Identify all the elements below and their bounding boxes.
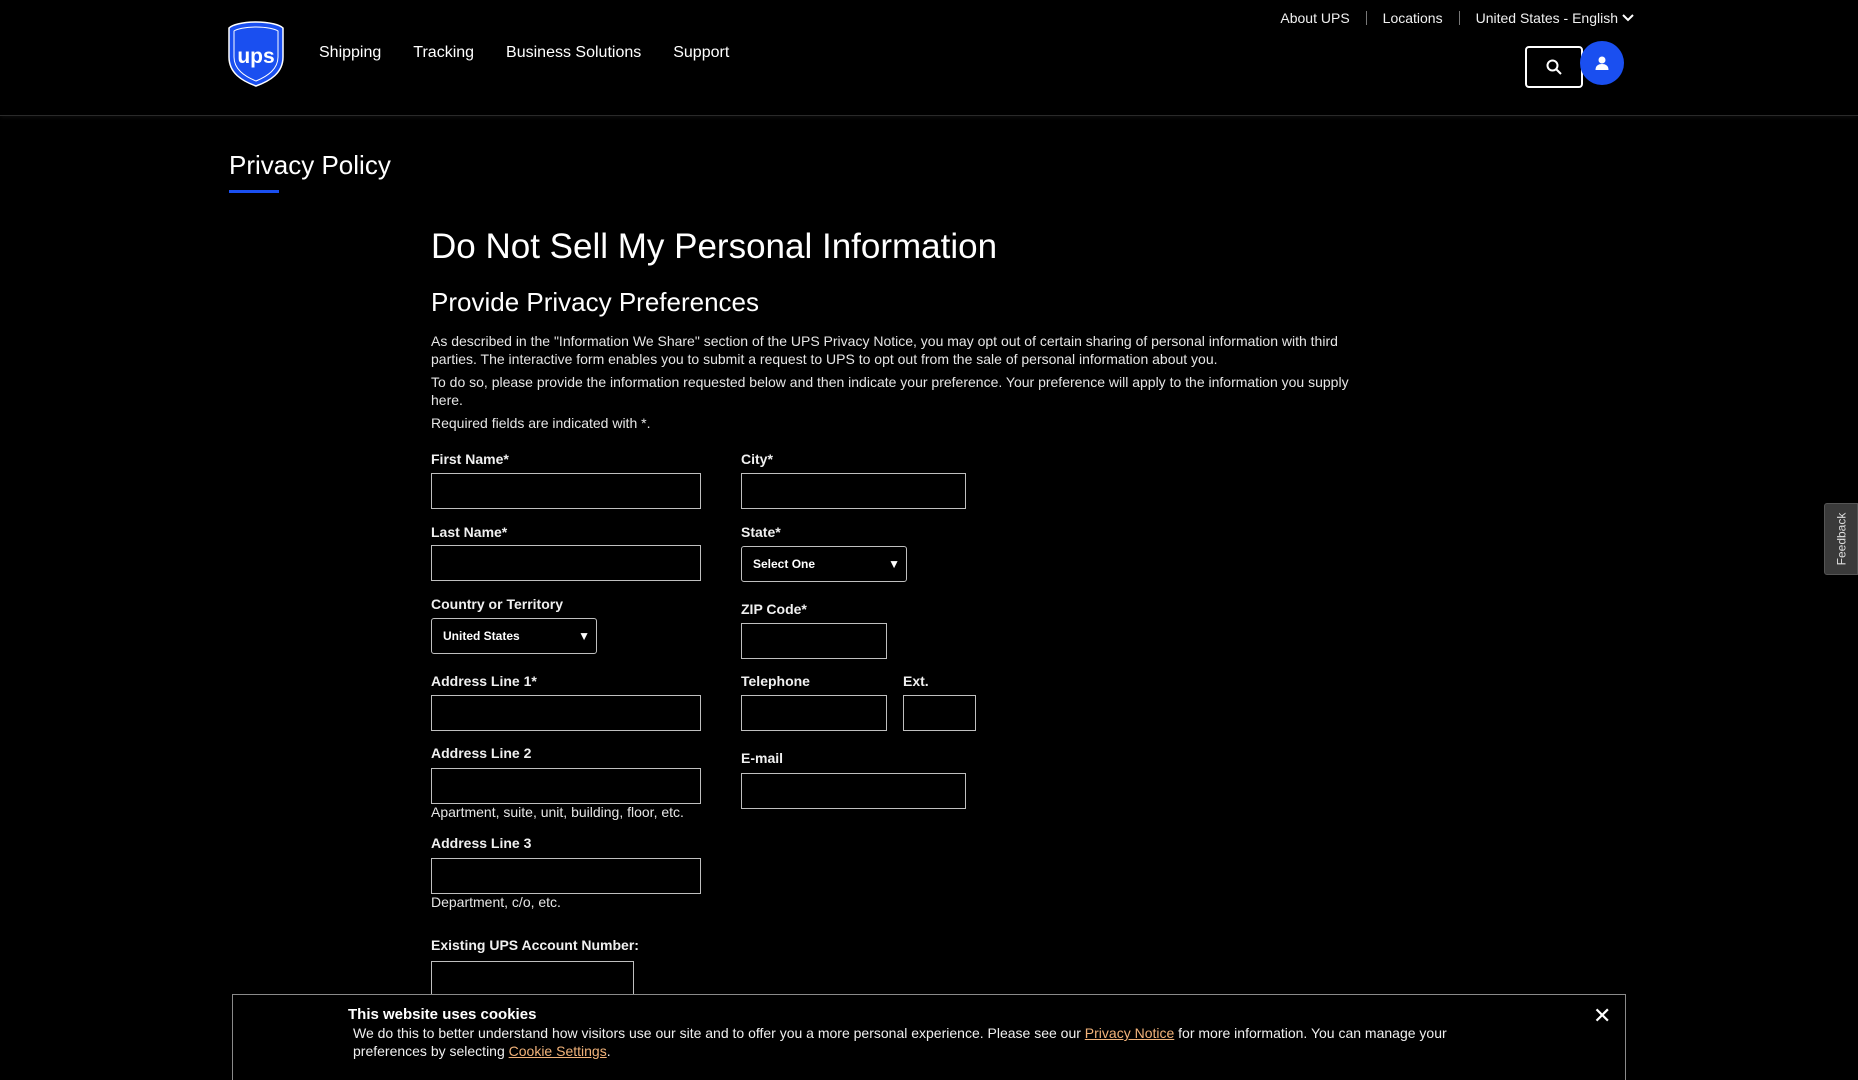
site-header — [0, 0, 1858, 116]
user-icon — [1594, 55, 1610, 71]
intro-paragraph: As described in the "Information We Share" section of the UPS Privacy Notice, you may opt out of certain sharing of personal information with third parties. The interactive form enables you to submit a request to UPS to opt out from the sale of personal information about you. — [431, 333, 1338, 367]
telephone-label: Telephone — [741, 673, 810, 689]
telephone-input[interactable] — [741, 695, 887, 731]
email-label: E-mail — [741, 750, 784, 766]
close-icon[interactable]: ✕ — [1593, 1003, 1612, 1028]
utility-nav — [1280, 10, 1634, 26]
svg-text:ups: ups — [237, 45, 275, 68]
state-label: State* — [741, 524, 781, 540]
page-title: Privacy Policy — [229, 150, 391, 180]
last-name-input[interactable] — [431, 545, 701, 581]
cookie-text-start: We do this to better understand how visitors use our site and to offer you a more personal experience. Please see our — [353, 1025, 1085, 1041]
nav-shipping[interactable]: Shipping — [319, 44, 382, 61]
nav-support[interactable]: Support — [673, 44, 730, 61]
zip-label: ZIP Code* — [741, 601, 807, 617]
main-heading: Do Not Sell My Personal Information — [431, 227, 998, 266]
cookie-text — [353, 1024, 1483, 1060]
address1-label: Address Line 1* — [431, 673, 537, 689]
first-name-label: First Name* — [431, 451, 509, 467]
title-underline — [229, 190, 279, 193]
country-label: Country or Territory — [431, 596, 563, 612]
address2-input[interactable] — [431, 768, 701, 804]
first-name-input[interactable] — [431, 473, 701, 509]
email-input[interactable] — [741, 773, 966, 809]
city-input[interactable] — [741, 473, 966, 509]
required-note-end: . — [646, 415, 651, 431]
profile-button[interactable] — [1580, 41, 1624, 85]
chevron-down-icon — [1622, 13, 1634, 23]
divider — [1366, 11, 1367, 25]
feedback-tab[interactable] — [1824, 503, 1858, 575]
locations-link[interactable]: Locations — [1382, 10, 1443, 26]
zip-input[interactable] — [741, 623, 887, 659]
cookie-banner — [232, 994, 1626, 1080]
about-ups-link[interactable]: About UPS — [1280, 10, 1350, 26]
cookie-title: This website uses cookies — [348, 1006, 537, 1023]
language-selector[interactable] — [1476, 10, 1634, 26]
address1-input[interactable] — [431, 695, 701, 731]
required-note — [431, 414, 1351, 432]
cookie-settings-link[interactable]: Cookie Settings — [508, 1043, 607, 1059]
sub-heading: Provide Privacy Preferences — [431, 287, 760, 317]
account-number-label: Existing UPS Account Number: — [431, 937, 639, 953]
language-label: United States - English — [1475, 10, 1618, 26]
dropdown-arrow-icon: ▼ — [578, 629, 590, 643]
address3-label: Address Line 3 — [431, 835, 532, 851]
address3-hint: Department, c/o, etc. — [431, 894, 561, 910]
last-name-label: Last Name* — [431, 524, 508, 540]
country-select[interactable] — [431, 618, 597, 654]
cookie-text-end: . — [606, 1043, 611, 1059]
instructions-paragraph: To do so, please provide the information requested below and then indicate your preference. Your preference will apply to the information you supply here. — [431, 374, 1349, 408]
cookie-text-middle: for more information. You can manage your preferences by selecting — [353, 1025, 1447, 1059]
required-note-text: Required fields are indicated with — [431, 415, 638, 431]
feedback-label: Feedback — [1834, 512, 1849, 566]
state-value: Select One — [753, 557, 816, 571]
required-marker: * — [641, 415, 647, 431]
divider — [1459, 11, 1460, 25]
account-number-input[interactable] — [431, 961, 634, 997]
main-nav — [319, 44, 729, 62]
main-content — [431, 226, 1351, 432]
nav-tracking[interactable]: Tracking — [413, 44, 475, 61]
ups-logo[interactable] — [228, 21, 284, 87]
ext-input[interactable] — [903, 695, 976, 731]
search-button[interactable] — [1525, 46, 1583, 88]
nav-business-solutions[interactable]: Business Solutions — [506, 44, 642, 61]
search-icon — [1546, 59, 1562, 75]
address2-label: Address Line 2 — [431, 745, 532, 761]
city-label: City* — [741, 451, 773, 467]
dropdown-arrow-icon: ▼ — [888, 557, 900, 571]
privacy-notice-link[interactable]: Privacy Notice — [1084, 1025, 1175, 1041]
address3-input[interactable] — [431, 858, 701, 894]
country-value: United States — [443, 629, 520, 643]
address2-hint: Apartment, suite, unit, building, floor, etc. — [431, 804, 684, 820]
ext-label: Ext. — [903, 673, 929, 689]
state-select[interactable] — [741, 546, 907, 582]
